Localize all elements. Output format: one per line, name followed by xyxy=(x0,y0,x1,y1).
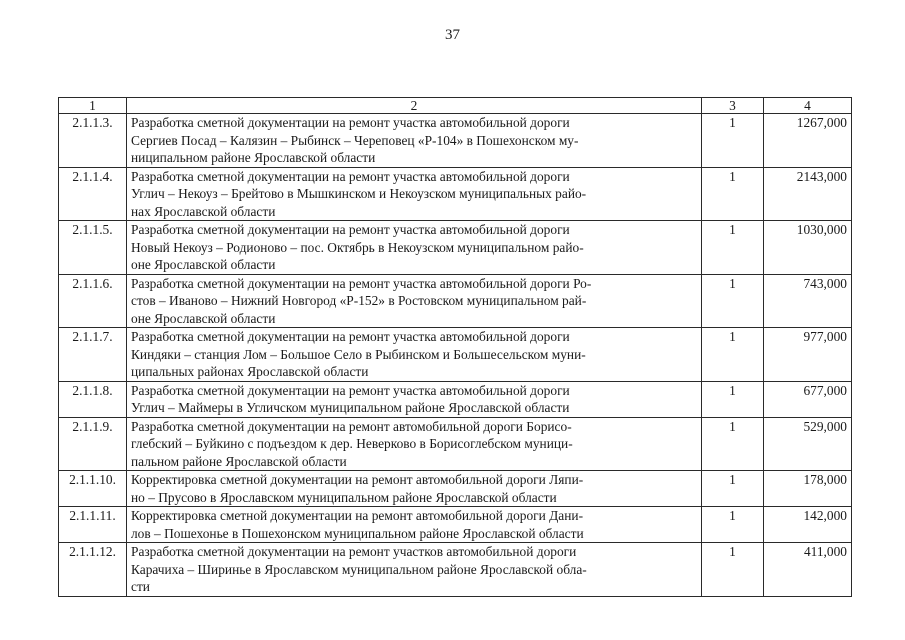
row-code: 2.1.1.11. xyxy=(59,507,127,543)
row-quantity: 1 xyxy=(702,274,764,328)
description-line: Разработка сметной документации на ремонт участка автомобильной дороги xyxy=(131,329,570,344)
table-row xyxy=(59,543,852,597)
row-code: 2.1.1.12. xyxy=(59,543,127,597)
header-col-4: 4 xyxy=(764,98,852,114)
description-line: Корректировка сметной документации на ремонт автомобильной дороги Дани- xyxy=(131,508,584,523)
header-col-1: 1 xyxy=(59,98,127,114)
description-line: Углич – Некоуз – Брейтово в Мышкинском и Некоузском муниципальных райо- xyxy=(131,186,587,201)
description-line: Киндяки – станция Лом – Большое Село в Рыбинском и Большесельском муни- xyxy=(131,346,586,362)
row-code: 2.1.1.4. xyxy=(59,167,127,221)
row-description xyxy=(127,167,702,221)
row-quantity: 1 xyxy=(702,114,764,168)
table-row xyxy=(59,381,852,417)
row-description xyxy=(127,328,702,382)
table-row xyxy=(59,507,852,543)
row-quantity: 1 xyxy=(702,543,764,597)
description-line: нах Ярославской области xyxy=(131,203,276,219)
description-line: стов – Иваново – Нижний Новгород «Р-152» в Ростовском муниципальном рай- xyxy=(131,293,587,308)
description-line: оне Ярославской области xyxy=(131,257,276,272)
table-body xyxy=(59,98,852,597)
table-row xyxy=(59,114,852,168)
description-line: Разработка сметной документации на ремонт участка автомобильной дороги xyxy=(131,382,570,398)
description-line: глебский – Буйкино с подъездом к дер. Неверково в Борисоглебском муници- xyxy=(131,436,573,451)
row-code: 2.1.1.7. xyxy=(59,328,127,382)
row-amount: 178,000 xyxy=(764,471,852,507)
row-amount: 743,000 xyxy=(764,274,852,328)
description-line: лов – Пошехонье в Пошехонском муниципальном районе Ярославской области xyxy=(131,525,584,541)
row-description xyxy=(127,114,702,168)
row-amount: 677,000 xyxy=(764,381,852,417)
row-code: 2.1.1.5. xyxy=(59,221,127,275)
table-row xyxy=(59,274,852,328)
description-line: сти xyxy=(131,579,150,594)
row-amount: 1267,000 xyxy=(764,114,852,168)
row-description xyxy=(127,417,702,471)
row-amount: 142,000 xyxy=(764,507,852,543)
description-line: Разработка сметной документации на ремонт участка автомобильной дороги xyxy=(131,115,570,130)
row-quantity: 1 xyxy=(702,507,764,543)
row-quantity: 1 xyxy=(702,167,764,221)
row-amount: 1030,000 xyxy=(764,221,852,275)
row-quantity: 1 xyxy=(702,221,764,275)
description-line: Корректировка сметной документации на ремонт автомобильной дороги Ляпи- xyxy=(131,472,584,487)
row-amount: 2143,000 xyxy=(764,167,852,221)
row-description xyxy=(127,274,702,328)
row-code: 2.1.1.3. xyxy=(59,114,127,168)
description-line: Разработка сметной документации на ремонт участка автомобильной дороги xyxy=(131,168,570,184)
row-amount: 411,000 xyxy=(764,543,852,597)
header-row xyxy=(59,98,852,114)
row-description xyxy=(127,507,702,543)
row-quantity: 1 xyxy=(702,471,764,507)
description-line: Углич – Маймеры в Угличском муниципальном районе Ярославской области xyxy=(131,400,570,415)
description-line: пальном районе Ярославской области xyxy=(131,453,347,469)
table-row xyxy=(59,167,852,221)
description-line: Карачиха – Ширинье в Ярославском муниципальном районе Ярославской обла- xyxy=(131,561,587,577)
description-line: оне Ярославской области xyxy=(131,310,276,326)
row-quantity: 1 xyxy=(702,417,764,471)
description-line: ниципальном районе Ярославской области xyxy=(131,150,376,165)
row-description xyxy=(127,221,702,275)
description-line: ципальных районах Ярославской области xyxy=(131,364,369,379)
description-line: Разработка сметной документации на ремонт автомобильной дороги Борисо- xyxy=(131,418,572,434)
description-line: Разработка сметной документации на ремонт участка автомобильной дороги Ро- xyxy=(131,275,592,291)
row-code: 2.1.1.8. xyxy=(59,381,127,417)
row-code: 2.1.1.10. xyxy=(59,471,127,507)
row-quantity: 1 xyxy=(702,381,764,417)
table-row xyxy=(59,471,852,507)
description-line: Сергиев Посад – Калязин – Рыбинск – Череповец «Р-104» в Пошехонском му- xyxy=(131,132,579,148)
description-line: Разработка сметной документации на ремонт участка автомобильной дороги xyxy=(131,222,570,237)
description-line: Новый Некоуз – Родионово – пос. Октябрь в Некоузском муниципальном райо- xyxy=(131,239,584,255)
estimate-table xyxy=(58,97,852,597)
description-line: Разработка сметной документации на ремонт участков автомобильной дороги xyxy=(131,544,577,559)
table-row xyxy=(59,417,852,471)
table-row xyxy=(59,328,852,382)
row-description xyxy=(127,381,702,417)
description-line: но – Прусово в Ярославском муниципальном районе Ярославской области xyxy=(131,489,557,505)
page-number: 37 xyxy=(445,27,460,43)
row-description xyxy=(127,471,702,507)
row-amount: 529,000 xyxy=(764,417,852,471)
row-code: 2.1.1.9. xyxy=(59,417,127,471)
row-description xyxy=(127,543,702,597)
row-code: 2.1.1.6. xyxy=(59,274,127,328)
row-amount: 977,000 xyxy=(764,328,852,382)
header-col-2: 2 xyxy=(127,98,702,114)
row-quantity: 1 xyxy=(702,328,764,382)
header-col-3: 3 xyxy=(702,98,764,114)
table-row xyxy=(59,221,852,275)
